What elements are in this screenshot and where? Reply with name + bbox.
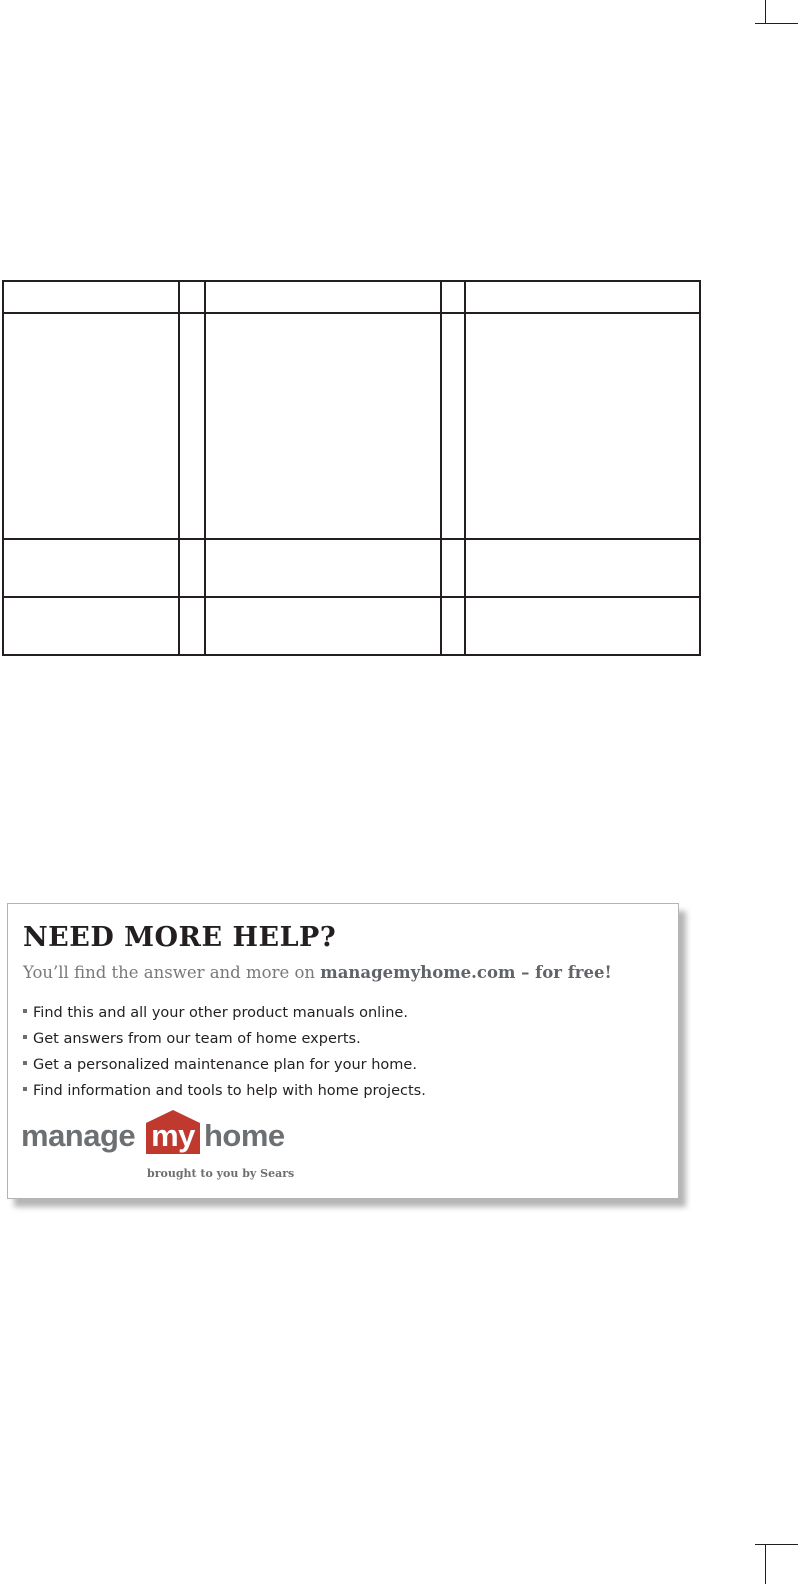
table-cell xyxy=(205,597,441,655)
logo-word-manage: manage xyxy=(21,1118,136,1153)
logo-word-my: my xyxy=(151,1118,195,1153)
logo-word-home: home xyxy=(204,1118,285,1153)
bullet-icon xyxy=(23,1009,27,1013)
empty-table xyxy=(2,280,701,656)
list-item-text: Get a personalized maintenance plan for your home. xyxy=(33,1057,417,1073)
table-cell xyxy=(179,313,205,539)
table-row xyxy=(3,597,700,655)
table-cell xyxy=(441,281,465,313)
list-item-text: Find this and all your other product manuals online. xyxy=(33,1005,408,1021)
table-cell xyxy=(205,539,441,597)
table-cell xyxy=(3,539,179,597)
table-cell xyxy=(179,539,205,597)
table-cell xyxy=(179,597,205,655)
table-cell xyxy=(205,281,441,313)
help-subtitle xyxy=(23,963,612,982)
help-subtitle-prefix: You’ll find the answer and more on xyxy=(23,963,321,982)
table-cell xyxy=(465,539,700,597)
list-item xyxy=(23,1030,426,1056)
table-cell xyxy=(441,597,465,655)
table-cell xyxy=(465,597,700,655)
bullet-icon xyxy=(23,1087,27,1091)
help-title: NEED MORE HELP? xyxy=(23,922,337,953)
table-cell xyxy=(3,597,179,655)
list-item xyxy=(23,1056,426,1082)
table-row xyxy=(3,281,700,313)
list-item-text: Find information and tools to help with home projects. xyxy=(33,1083,426,1099)
table-row xyxy=(3,539,700,597)
help-box xyxy=(7,903,679,1199)
table-cell xyxy=(205,313,441,539)
table-cell xyxy=(179,281,205,313)
table-cell xyxy=(465,281,700,313)
table-cell xyxy=(441,313,465,539)
list-item xyxy=(23,1004,426,1030)
crop-mark-top-h xyxy=(755,23,798,24)
list-item xyxy=(23,1082,426,1108)
crop-mark-top xyxy=(765,0,766,24)
crop-mark-bottom xyxy=(765,1544,766,1584)
table-cell xyxy=(3,281,179,313)
table-row xyxy=(3,313,700,539)
bullet-icon xyxy=(23,1061,27,1065)
help-list xyxy=(23,1004,426,1108)
byline: brought to you by Sears xyxy=(147,1167,295,1180)
website-link[interactable]: managemyhome.com – for free! xyxy=(320,963,612,982)
table-cell xyxy=(441,539,465,597)
table-cell xyxy=(465,313,700,539)
table-cell xyxy=(3,313,179,539)
list-item-text: Get answers from our team of home experts. xyxy=(33,1031,361,1047)
bullet-icon xyxy=(23,1035,27,1039)
crop-mark-bottom-h xyxy=(755,1544,798,1545)
